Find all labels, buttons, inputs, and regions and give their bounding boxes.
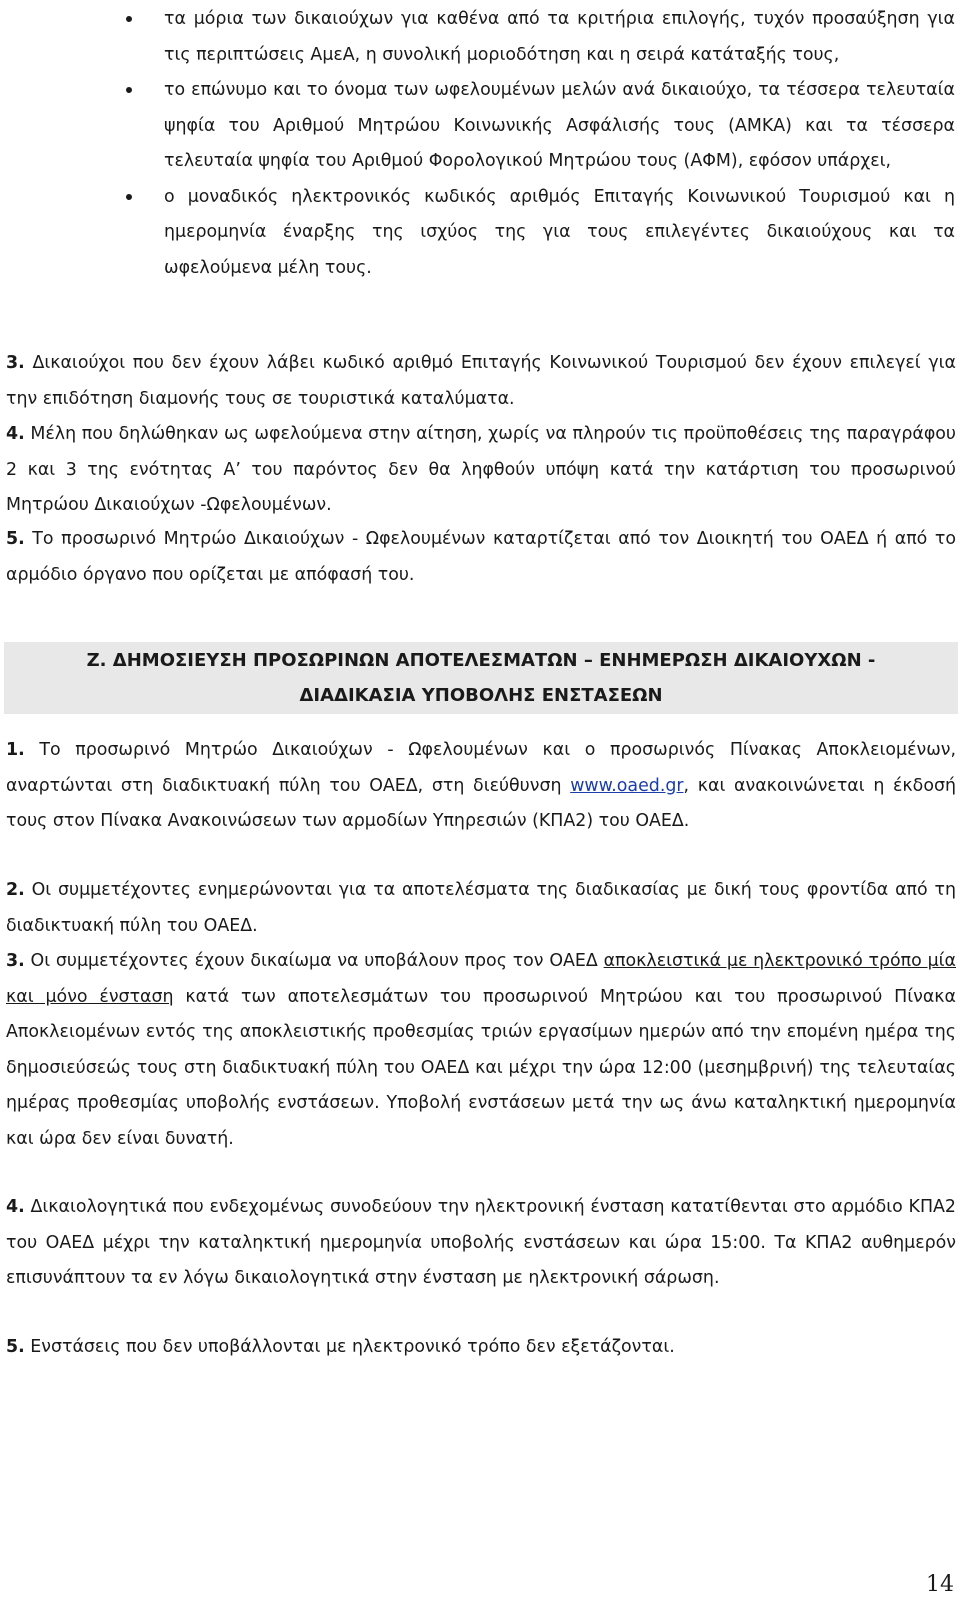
paragraph-f3	[6, 346, 956, 417]
paragraph-z2	[6, 873, 956, 944]
paragraph-number: 1.	[6, 740, 25, 760]
paragraph-number: 3.	[6, 353, 25, 373]
paragraph-text: Δικαιολογητικά που ενδεχομένως συνοδεύουν την ηλεκτρονική ένσταση κατατίθενται στο αρμόδιο ΚΠΑ2 του ΟΑΕΔ μέχρι την καταληκτική ημερομηνία υποβολής ενστάσεων και ώρα 15:00. Τα ΚΠΑ2 αυθημερόν επισυνάπτουν τα εν λόγω δικαιολογητικά στην ένσταση με ηλεκτρονική σάρωση.	[6, 1197, 956, 1288]
bullet-item: το επώνυμο και το όνομα των ωφελουμένων μελών ανά δικαιούχο, τα τέσσερα τελευταία ψηφία του Αριθμού Μητρώου Κοινωνικής Ασφάλισής τους (ΑΜΚΑ) και τα τέσσερα τελευταία ψηφία του Αριθμού Φορολογικού Μητρώου τους (ΑΦΜ), εφόσον υπάρχει,	[120, 73, 955, 180]
paragraph-text: κατά των αποτελεσμάτων του προσωρινού Μητρώου και του προσωρινού Πίνακα Αποκλειομένων εντός της αποκλειστικής προθεσμίας τριών εργασίμων ημερών από την επομένη ημέρα της δημοσιεύσεώς τους στη διαδικτυακή πύλη του ΟΑΕΔ και μέχρι την ώρα 12:00 (μεσημβρινή) της τελευταίας ημέρας προθεσμίας υποβολής ενστάσεων. Υποβολή ενστάσεων μετά την ως άνω καταληκτική ημερομηνία και ώρα δεν είναι δυνατή.	[6, 986, 956, 1149]
bullet-item: τα μόρια των δικαιούχων για καθένα από τα κριτήρια επιλογής, τυχόν προσαύξηση για τις περιπτώσεις ΑμεΑ, η συνολική μοριοδότηση και η σειρά κατάταξής τους,	[120, 2, 955, 73]
paragraph-z3	[6, 944, 956, 1157]
bullet-list	[120, 2, 955, 286]
paragraph-number: 4.	[6, 424, 25, 444]
paragraph-text: Οι συμμετέχοντες ενημερώνονται για τα αποτελέσματα της διαδικασίας με δική τους φροντίδα από τη διαδικτυακή πύλη του ΟΑΕΔ.	[6, 880, 956, 936]
heading-line-2: ΔΙΑΔΙΚΑΣΙΑ ΥΠΟΒΟΛΗΣ ΕΝΣΤΑΣΕΩΝ	[299, 685, 663, 706]
paragraph-z5	[6, 1330, 956, 1366]
paragraph-number: 2.	[6, 880, 25, 900]
paragraph-text: , και ανακοινώνεται η έκδοσή τους στον Πίνακα Ανακοινώσεων των αρμοδίων Υπηρεσιών (ΚΠΑ2) του ΟΑΕΔ.	[6, 775, 956, 831]
section-heading	[4, 642, 958, 714]
paragraph-number: 3.	[6, 951, 25, 971]
paragraph-text: Μέλη που δηλώθηκαν ως ωφελούμενα στην αίτηση, χωρίς να πληρούν τις προϋποθέσεις της παραγράφου 2 και 3 της ενότητας Α’ του παρόντος δεν θα ληφθούν υπόψη κατά την κατάρτιση του προσωρινού Μητρώου Δικαιούχων -Ωφελουμένων.	[6, 424, 956, 515]
paragraph-f4	[6, 417, 956, 524]
paragraph-text: Δικαιούχοι που δεν έχουν λάβει κωδικό αριθμό Επιταγής Κοινωνικού Τουρισμού δεν έχουν επιλεγεί για την επιδότηση διαμονής τους σε τουριστικά καταλύματα.	[6, 353, 956, 409]
oaed-website-link[interactable]: www.oaed.gr	[570, 775, 684, 796]
paragraph-number: 5.	[6, 1337, 25, 1357]
bullet-item: ο μοναδικός ηλεκτρονικός κωδικός αριθμός Επιταγής Κοινωνικού Τουρισμού και η ημερομηνία έναρξης της ισχύος της για τους επιλεγέντες δικαιούχους και τα ωφελούμενα μέλη τους.	[120, 180, 955, 287]
underlined-text: αποκλειστικά με ηλεκτρονικό τρόπο μία και μόνο ένσταση	[6, 951, 957, 1007]
paragraph-number: 5.	[6, 529, 25, 549]
paragraph-z4	[6, 1190, 956, 1297]
paragraph-number: 4.	[6, 1197, 25, 1217]
page-number: 14	[926, 1572, 954, 1597]
heading-line-1: Ζ. ΔΗΜΟΣΙΕΥΣΗ ΠΡΟΣΩΡΙΝΩΝ ΑΠΟΤΕΛΕΣΜΑΤΩΝ – ΕΝΗΜΕΡΩΣΗ ΔΙΚΑΙΟΥΧΩΝ -	[86, 650, 876, 671]
paragraph-text: Το προσωρινό Μητρώο Δικαιούχων - Ωφελουμένων και ο προσωρινός Πίνακας Αποκλειομένων, αναρτώνται στη διαδικτυακή πύλη του ΟΑΕΔ, στη διεύθυνση	[6, 740, 956, 796]
paragraph-text: Ενστάσεις που δεν υποβάλλονται με ηλεκτρονικό τρόπο δεν εξετάζονται.	[30, 1337, 675, 1357]
paragraph-f5	[6, 522, 956, 593]
paragraph-text: Οι συμμετέχοντες έχουν δικαίωμα να υποβάλουν προς τον ΟΑΕΔ	[30, 951, 604, 971]
paragraph-z1	[6, 733, 956, 840]
paragraph-text: Το προσωρινό Μητρώο Δικαιούχων - Ωφελουμένων καταρτίζεται από τον Διοικητή του ΟΑΕΔ ή από το αρμόδιο όργανο που ορίζεται με απόφασή του.	[6, 529, 956, 585]
